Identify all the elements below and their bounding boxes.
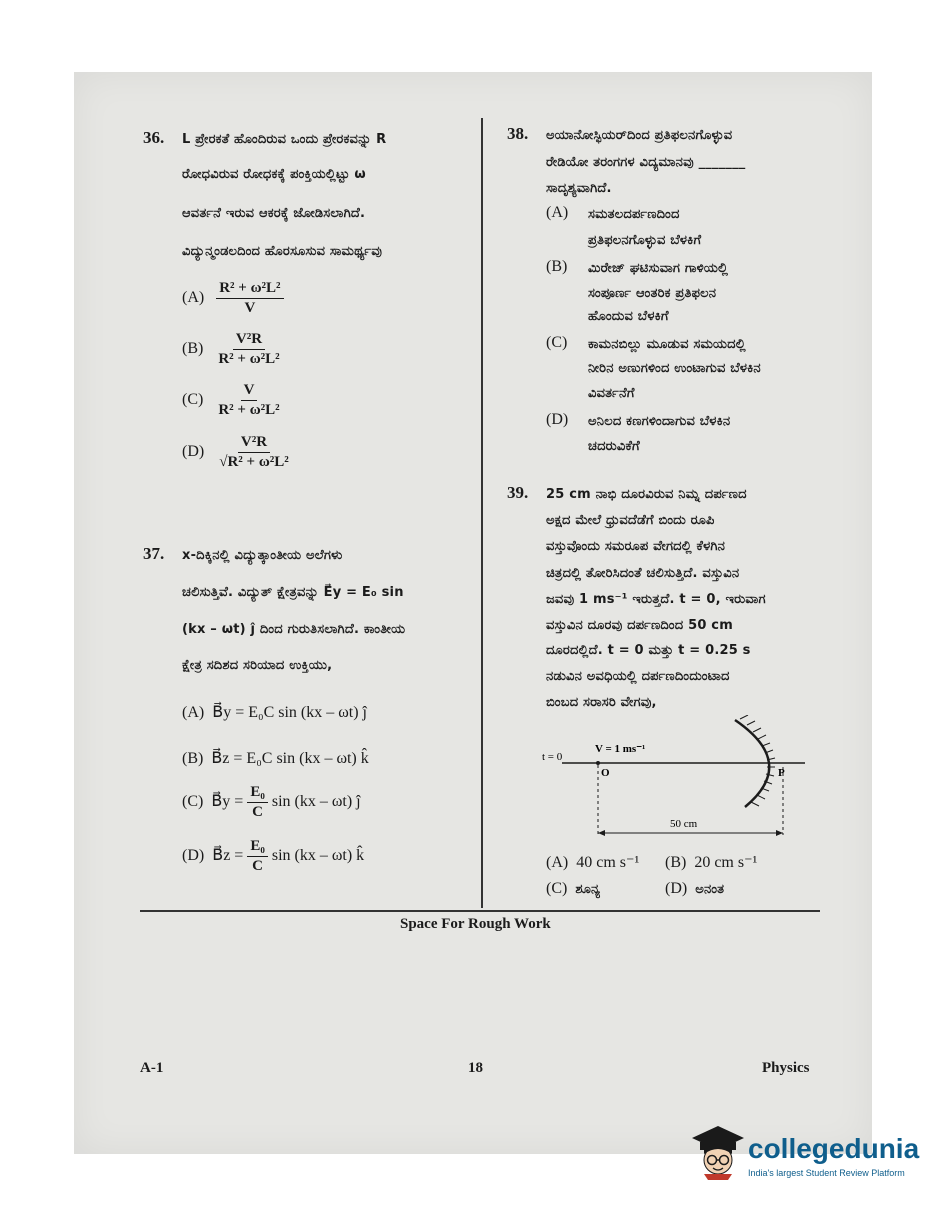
q37-line-3: (kx – ωt) ĵ ದಿಂದ ಗುರುತಿಸಲಾಗಿದೆ. ಕಾಂತೀಯ <box>182 622 406 637</box>
q39-line-4: ಚಿತ್ರದಲ್ಲಿ ತೋರಿಸಿದಂತೆ ಚಲಿಸುತ್ತಿದೆ. ವಸ್ತುವಿನ <box>546 566 740 581</box>
q39-line-9: ಬಿಂಬದ ಸರಾಸರಿ ವೇಗವು, <box>546 695 657 710</box>
q38-option-b-line-3: ಹೊಂದುವ ಬೆಳಕಿಗೆ <box>588 309 669 324</box>
q36-option-a: (A) $\frac{\text{R² + ω²L²}}{V}$ <box>182 280 284 317</box>
q37-option-d: (D) B⃗z = $\frac{\text{E₀}}{C}$ sin (kx – ωt) k̂ <box>182 838 365 874</box>
point-o-label: O <box>601 767 610 779</box>
q37-line-4: ಕ್ಷೇತ್ರ ಸದಿಶದ ಸರಿಯಾದ ಉಕ್ತಿಯು, <box>182 658 333 673</box>
q38-option-d-line-2: ಚದರುವಿಕೆಗೆ <box>588 439 640 454</box>
q36-line-4: ವಿದ್ಯುನ್ಮಂಡಲದಿಂದ ಹೊರಸೂಸುವ ಸಾಮರ್ಥ್ಯವು <box>182 244 383 259</box>
q36-option-b: (B) $\frac{\text{V²R}}{\text{R² + ω²L²}}$ <box>182 331 280 367</box>
distance-label: 50 cm <box>670 818 698 830</box>
q37-option-a: (A) B⃗y = E₀C sin (kx – ωt) ĵ <box>182 704 367 721</box>
q39-option-b: (B) 20 cm s⁻¹ <box>665 854 758 871</box>
q38-option-d-line-1: ಅನಿಲದ ಕಣಗಳಿಂದಾಗುವ ಬೆಳಕಿನ <box>588 414 731 429</box>
q37-option-c: (C) B⃗y = $\frac{\text{E₀}}{C}$ sin (kx – ωt) ĵ <box>182 784 361 820</box>
q38-option-b-line-2: ಸಂಪೂರ್ಣ ಆಂತರಿಕ ಪ್ರತಿಫಲನ <box>588 286 717 301</box>
footer-subject: Physics <box>762 1060 810 1076</box>
q36-option-c: (C) $\frac{V}{\text{R² + ω²L²}}$ <box>182 382 280 418</box>
q38-option-c-line-2: ನೀರಿನ ಅಣುಗಳಿಂದ ಉಂಟಾಗುವ ಬೆಳಕಿನ <box>588 361 761 376</box>
q39-line-7: ದೂರದಲ್ಲಿದೆ. t = 0 ಮತ್ತು t = 0.25 s <box>546 643 751 658</box>
q38-option-b-label: (B) <box>546 258 568 275</box>
q39-line-1: 25 cm ನಾಭಿ ದೂರವಿರುವ ನಿಮ್ನ ದರ್ಪಣದ <box>546 487 747 502</box>
mascot-icon <box>688 1122 746 1182</box>
q37-line-2: ಚಲಿಸುತ್ತಿವೆ. ವಿದ್ಯುತ್ ಕ್ಷೇತ್ರವನ್ನು E⃗y = E₀ sin <box>182 585 404 600</box>
brand-tagline: India's largest Student Review Platform <box>748 1168 905 1178</box>
column-divider <box>481 118 483 908</box>
q36-option-d: (D) $\frac{\text{V²R}}{\text{√R² + ω²L²}}$ <box>182 434 289 470</box>
q38-option-c-line-3: ವಿವರ್ತನೆಗೆ <box>588 386 635 401</box>
q38-option-c-label: (C) <box>546 334 568 351</box>
q38-option-b-line-1: ಮಿರೇಜ್ ಘಟಿಸುವಾಗ ಗಾಳಿಯಲ್ಲಿ <box>588 261 729 276</box>
exam-page <box>74 72 872 1154</box>
distance-arrow-left <box>598 830 605 836</box>
distance-arrow-right <box>776 830 783 836</box>
q36-line-1: L ಪ್ರೇರಕತೆ ಹೊಂದಿರುವ ಒಂದು ಪ್ರೇರಕವನ್ನು R <box>182 132 387 147</box>
q36-line-2: ರೋಧವಿರುವ ರೋಧಕಕ್ಕೆ ಪಂಕ್ತಿಯಲ್ಲಿಟ್ಟು ω <box>182 167 366 182</box>
q39-line-5: ಜವವು 1 ms⁻¹ ಇರುತ್ತದೆ. t = 0, ಇರುವಾಗ <box>546 592 766 607</box>
q39-option-c: (C) ಶೂನ್ಯ <box>546 880 601 897</box>
question-37-number: 37. <box>143 544 165 563</box>
question-38-number: 38. <box>507 124 529 143</box>
time-label: t = 0 <box>542 751 563 763</box>
rough-work-divider <box>140 910 820 912</box>
q39-option-d: (D) ಅನಂತ <box>665 880 725 897</box>
q36-line-3: ಆವರ್ತನೆ ಇರುವ ಆಕರಕ್ಕೆ ಜೋಡಿಸಲಾಗಿದೆ. <box>182 206 366 221</box>
q37-option-b: (B) B⃗z = E₀C sin (kx – ωt) k̂ <box>182 750 369 767</box>
q38-option-a-label: (A) <box>546 204 569 221</box>
q39-line-6: ವಸ್ತುವಿನ ದೂರವು ದರ್ಪಣದಿಂದ 50 cm <box>546 618 733 633</box>
footer-code: A-1 <box>140 1060 164 1076</box>
q38-line-3: ಸಾದೃಶ್ಯವಾಗಿದೆ. <box>546 181 612 196</box>
q38-line-2: ರೇಡಿಯೋ ತರಂಗಗಳ ವಿದ್ಯಮಾನವು _______ <box>546 155 746 170</box>
object-point <box>596 761 600 765</box>
q38-option-d-label: (D) <box>546 411 569 428</box>
q39-option-a: (A) 40 cm s⁻¹ <box>546 854 640 871</box>
q37-line-1: x-ದಿಕ್ಕಿನಲ್ಲಿ ವಿದ್ಯುತ್ಕಾಂತೀಯ ಅಲೆಗಳು <box>182 548 343 563</box>
q39-line-3: ವಸ್ತುವೊಂದು ಸಮರೂಪ ವೇಗದಲ್ಲಿ ಕೆಳಗಿನ <box>546 539 726 554</box>
question-39-number: 39. <box>507 483 529 502</box>
q38-option-a-line-1: ಸಮತಲದರ್ಪಣದಿಂದ <box>588 207 680 222</box>
mirror-diagram <box>540 715 820 845</box>
q38-option-c-line-1: ಕಾಮನಬಿಲ್ಲು ಮೂಡುವ ಸಮಯದಲ್ಲಿ <box>588 337 746 352</box>
q39-line-8: ನಡುವಿನ ಅವಧಿಯಲ್ಲಿ ದರ್ಪಣದಿಂದುಂಟಾದ <box>546 669 730 684</box>
page-number: 18 <box>468 1060 483 1076</box>
velocity-label: V = 1 ms⁻¹ <box>595 743 646 755</box>
question-36-number: 36. <box>143 128 165 147</box>
rough-work-label: Space For Rough Work <box>400 916 551 932</box>
q39-line-2: ಅಕ್ಷದ ಮೇಲೆ ಧ್ರುವದೆಡೆಗೆ ಬಿಂದು ರೂಪಿ <box>546 513 715 528</box>
q38-option-a-line-2: ಪ್ರತಿಫಲನಗೊಳ್ಳುವ ಬೆಳಕಿಗೆ <box>588 233 702 248</box>
brand-logo-text: collegedunia <box>748 1133 920 1164</box>
q38-line-1: ಅಯಾನೋಸ್ಫಿಯರ್‌ದಿಂದ ಪ್ರತಿಫಲನಗೊಳ್ಳುವ <box>546 128 733 143</box>
point-p-label: P <box>778 767 785 779</box>
